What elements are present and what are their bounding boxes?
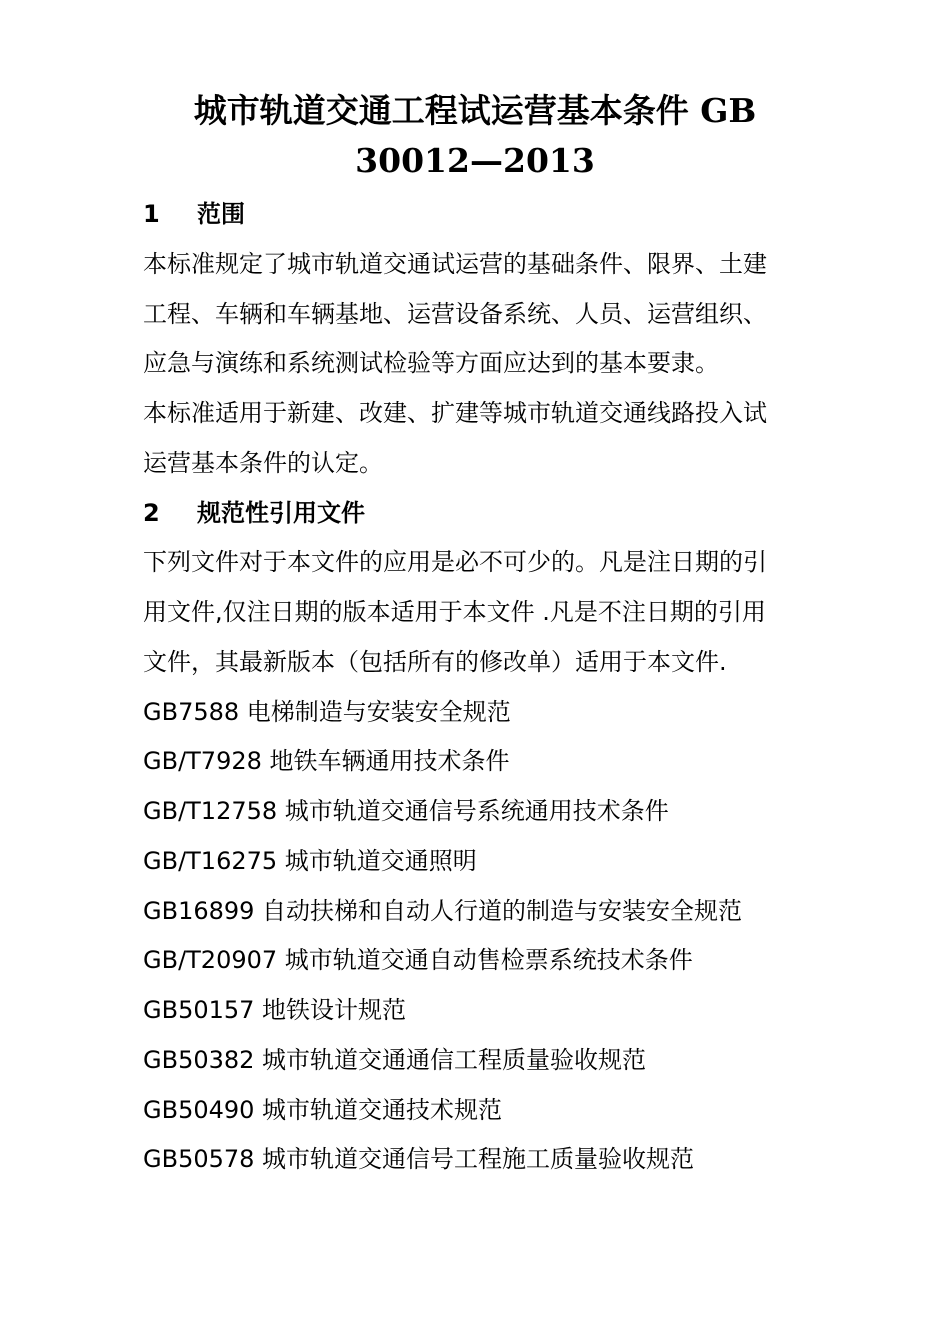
- document-title-line-2: 30012—2013: [355, 141, 595, 180]
- document-title-line-1: 城市轨道交通工程试运营基本条件 GB: [193, 91, 757, 130]
- section-1-title: 范围: [197, 200, 245, 228]
- section-1-line-2: 工程、车辆和车辆基地、运营设备系统、人员、运营组织、: [143, 300, 767, 328]
- reference-gbt16275: GB/T16275 城市轨道交通照明: [143, 847, 477, 875]
- reference-gb50382: GB50382 城市轨道交通通信工程质量验收规范: [143, 1046, 647, 1074]
- section-1-line-5: 运营基本条件的认定。: [143, 449, 383, 477]
- section-1-number: 1: [143, 200, 160, 228]
- section-1-line-1: 本标准规定了城市轨道交通试运营的基础条件、限界、土建: [143, 250, 767, 278]
- section-1-line-3: 应急与演练和系统测试检验等方面应达到的基本要隶。: [143, 349, 719, 377]
- section-2-line-1: 下列文件对于本文件的应用是必不可少的。凡是注日期的引: [143, 548, 767, 576]
- reference-gb16899: GB16899 自动扶梯和自动人行道的制造与安装安全规范: [143, 897, 743, 925]
- section-1-heading: [143, 196, 245, 232]
- section-2-line-2: 用文件,仅注日期的版本适用于本文件 .凡是不注日期的引用: [143, 598, 766, 626]
- section-2-title: 规范性引用文件: [197, 499, 365, 527]
- section-2-number: 2: [143, 499, 160, 527]
- reference-gb50490: GB50490 城市轨道交通技术规范: [143, 1096, 503, 1124]
- reference-gb50578: GB50578 城市轨道交通信号工程施工质量验收规范: [143, 1145, 695, 1173]
- reference-gb7588: GB7588 电梯制造与安装安全规范: [143, 698, 511, 726]
- section-1-line-4: 本标准适用于新建、改建、扩建等城市轨道交通线路投入试: [143, 399, 767, 427]
- reference-gb50157: GB50157 地铁设计规范: [143, 996, 407, 1024]
- section-2-line-3: 文件，其最新版本（包括所有的修改单）适用于本文件.: [143, 648, 727, 676]
- section-2-heading: [143, 495, 365, 531]
- reference-gbt12758: GB/T12758 城市轨道交通信号系统通用技术条件: [143, 797, 669, 825]
- reference-gbt20907: GB/T20907 城市轨道交通自动售检票系统技术条件: [143, 946, 693, 974]
- reference-gbt7928: GB/T7928 地铁车辆通用技术条件: [143, 747, 510, 775]
